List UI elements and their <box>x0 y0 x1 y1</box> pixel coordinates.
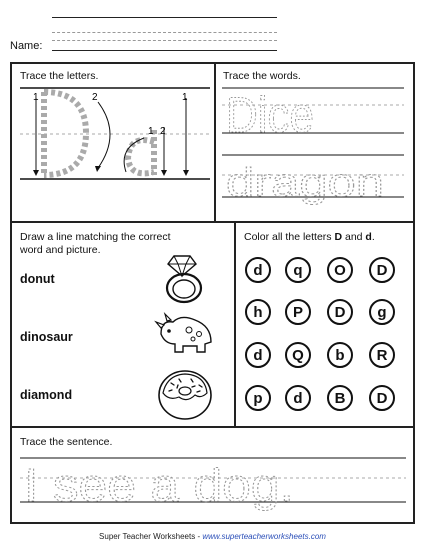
matching-title-line1: Draw a line matching the correct <box>20 231 171 243</box>
letter-circle[interactable]: D <box>369 385 395 411</box>
trace-word-dice: Dice <box>226 87 314 143</box>
letter-circle[interactable]: q <box>285 257 311 283</box>
top-blank-line <box>52 17 277 18</box>
color-title-prefix: Color all the letters <box>244 231 335 243</box>
match-word-diamond[interactable]: diamond <box>20 388 73 402</box>
footer-link[interactable]: www.superteacherworksheets.com <box>202 532 326 541</box>
trace-sentence-text: I see a dog. <box>24 459 294 511</box>
top-dashed-line <box>52 32 277 33</box>
color-title-and: and <box>342 231 366 243</box>
trace-word-dragon: dragon <box>226 161 384 205</box>
letter-trace-area[interactable] <box>20 82 210 192</box>
letter-circle[interactable]: h <box>245 299 271 325</box>
letter-circle[interactable]: g <box>369 299 395 325</box>
match-word-donut[interactable]: donut <box>20 272 55 286</box>
letter-circle[interactable]: p <box>245 385 271 411</box>
svg-text:2: 2 <box>92 92 98 103</box>
letter-circle[interactable]: D <box>369 257 395 283</box>
box-bottom-border <box>10 522 415 524</box>
row1-divider <box>10 221 415 223</box>
box-right-border <box>413 62 415 524</box>
sentence-trace-area[interactable] <box>20 452 406 522</box>
svg-text:1: 1 <box>182 92 188 103</box>
svg-text:1: 1 <box>33 92 39 103</box>
name-line[interactable] <box>52 50 277 51</box>
letter-circle[interactable]: B <box>327 385 353 411</box>
box-left-border <box>10 62 12 524</box>
color-title-lower: d <box>365 231 372 243</box>
letter-circle[interactable]: Q <box>285 342 311 368</box>
letter-circle[interactable]: R <box>369 342 395 368</box>
dinosaur-icon[interactable] <box>155 312 215 356</box>
mid-vertical-divider <box>234 221 236 428</box>
name-label: Name: <box>10 40 43 52</box>
letter-circle[interactable]: D <box>327 299 353 325</box>
top-vertical-divider <box>214 62 216 223</box>
letter-circle[interactable]: d <box>285 385 311 411</box>
trace-words-title: Trace the words. <box>223 70 301 82</box>
letter-circle[interactable]: P <box>285 299 311 325</box>
box-top-border <box>10 62 415 64</box>
letter-circle[interactable]: d <box>245 257 271 283</box>
letter-circle[interactable]: b <box>327 342 353 368</box>
footer <box>0 532 425 541</box>
svg-text:1: 1 <box>148 126 154 137</box>
color-title-upper: D <box>334 231 343 243</box>
letter-circle[interactable]: O <box>327 257 353 283</box>
letter-circle[interactable]: d <box>245 342 271 368</box>
color-letters-title <box>244 231 375 243</box>
svg-text:2: 2 <box>160 126 166 137</box>
color-title-period: . <box>371 231 375 243</box>
footer-brand: Super Teacher Worksheets - <box>99 532 203 541</box>
matching-title-line2: word and picture. <box>20 244 101 256</box>
trace-sentence-title: Trace the sentence. <box>20 436 113 448</box>
word-trace-area[interactable] <box>222 85 404 215</box>
row2-divider <box>10 426 415 428</box>
donut-icon[interactable] <box>157 369 213 421</box>
match-word-dinosaur[interactable]: dinosaur <box>20 330 73 344</box>
trace-letters-title: Trace the letters. <box>20 70 99 82</box>
ring-icon[interactable] <box>160 252 206 304</box>
name-dashed-line <box>52 40 277 41</box>
